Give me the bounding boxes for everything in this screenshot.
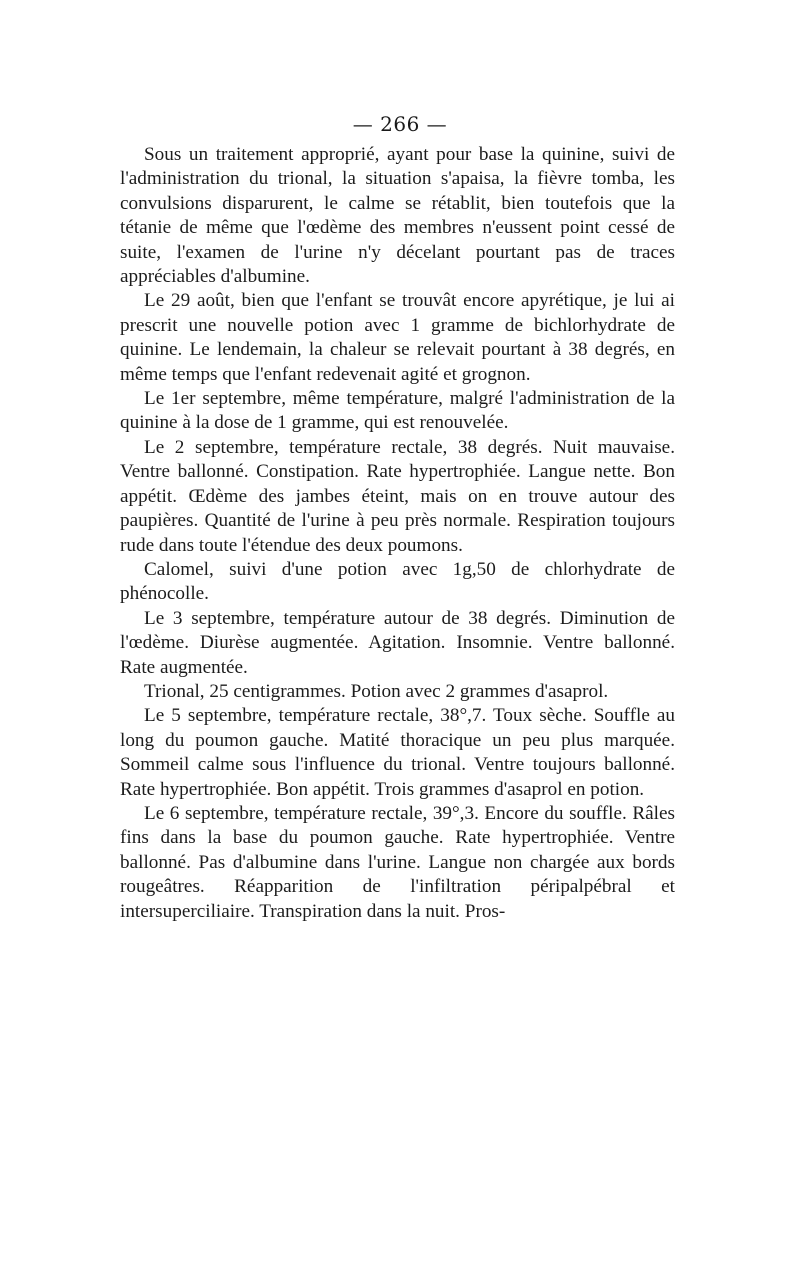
paragraph: Sous un traitement approprié, ayant pour base la quinine, suivi de l'administration du trional, la situation s'apaisa, la fièvre tomba, les convulsions disparurent, le calme se rétablit, bien toutefois que la tétanie de même que l'œdème des membres n'eussent point cessé de suite, l'examen de l'urine n'y décelant pourtant pas de traces appréciables d'albumine. — [120, 144, 675, 288]
paragraph: Le 5 septembre, température rectale, 38°,7. Toux sèche. Souffle au long du poumon gauche. Matité thoracique un peu plus marquée. Sommeil calme sous l'influence du trional. Ventre toujours ballonné. Rate hypertrophiée. Bon appétit. Trois grammes d'asaprol en potion. — [120, 705, 675, 800]
paragraph: Trional, 25 centigrammes. Potion avec 2 grammes d'asaprol. — [144, 680, 609, 702]
paragraph: Le 1er septembre, même température, malgré l'administration de la quinine à la dose de 1 gramme, qui est renouvelée. — [120, 388, 675, 434]
paragraph: Le 6 septembre, température rectale, 39°,3. Encore du souffle. Râles fins dans la base du poumon gauche. Rate hypertrophiée. Ventre ballonné. Pas d'albumine dans l'urine. Langue non chargée aux bords rougeâtres. Réapparition de l'infiltration péripalpébral et intersuperciliaire. Transpiration dans la nuit. Pros- — [120, 802, 675, 922]
paragraph: Le 2 septembre, température rectale, 38 degrés. Nuit mauvaise. Ventre ballonné. Constipation. Rate hypertrophiée. Langue nette. Bon appétit. Œdème des jambes éteint, mais on en trouve autour des paupières. Quantité de l'urine à peu près normale. Respiration toujours rude dans toute l'étendue des deux poumons. — [120, 436, 675, 556]
paragraph: Le 29 août, bien que l'enfant se trouvât encore apyrétique, je lui ai prescrit une nouvelle potion avec 1 gramme de bichlorhydrate de quinine. Le lendemain, la chaleur se relevait pourtant à 38 degrés, en même temps que l'enfant redevenait agité et grognon. — [120, 290, 675, 385]
paragraph: Le 3 septembre, température autour de 38 degrés. Diminution de l'œdème. Diurèse augmentée. Agitation. Insomnie. Ventre ballonné. Rate augmentée. — [120, 607, 675, 678]
page-number: — 266 — — [352, 112, 448, 136]
body-text — [120, 143, 675, 924]
paragraph: Calomel, suivi d'une potion avec 1g,50 de chlorhydrate de phénocolle. — [120, 558, 675, 605]
